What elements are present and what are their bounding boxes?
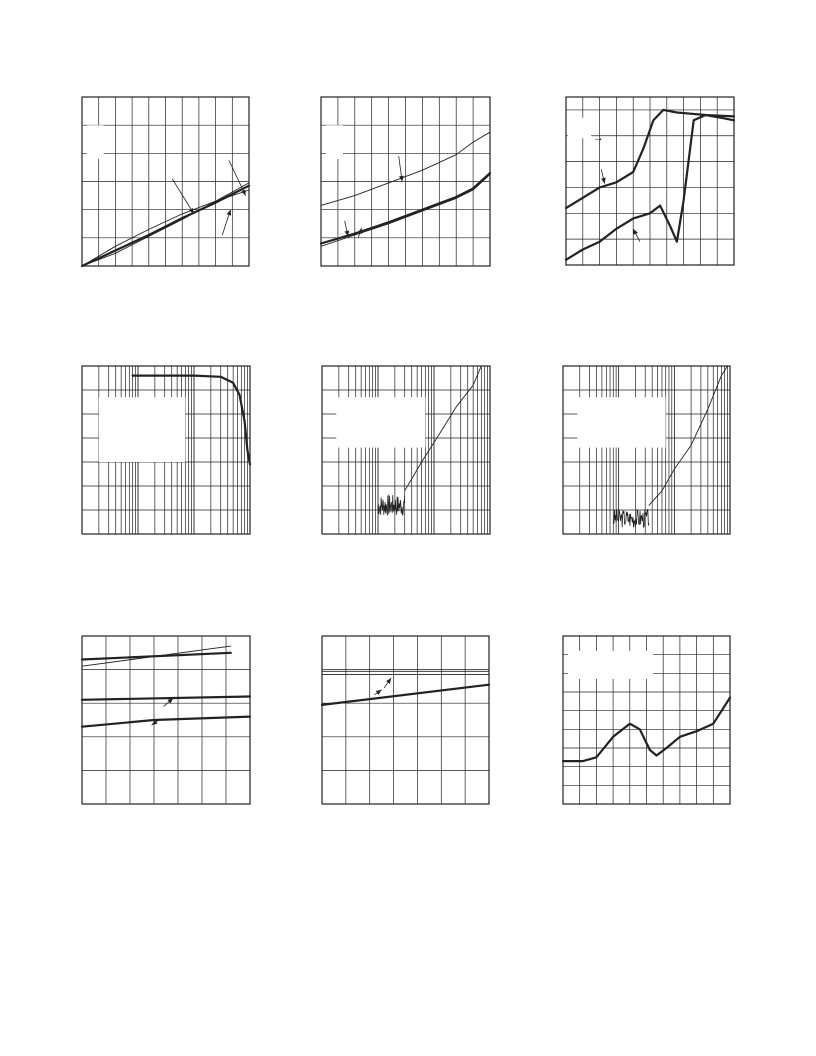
chart-8 (322, 636, 489, 804)
plot-frame (563, 366, 730, 534)
series-line-2 (82, 646, 231, 666)
chart-grid (322, 636, 489, 804)
annotation-arrow-2 (374, 690, 381, 695)
chart-3 (566, 97, 734, 265)
chart-panel-8 (322, 636, 489, 804)
chart-grid (322, 366, 490, 534)
chart-panel-9 (563, 636, 730, 804)
annotation-arrow-1 (164, 698, 174, 706)
chart-panel-1 (82, 97, 249, 266)
chart-mark-1: → (592, 131, 604, 144)
chart-panel-5 (322, 366, 490, 534)
chart-2 (321, 97, 490, 266)
chart-panel-3 (566, 97, 734, 265)
plot-frame (322, 636, 489, 804)
annotation-arrow-1 (172, 179, 194, 214)
label-area (87, 125, 104, 159)
chart-panel-2 (321, 97, 490, 266)
series-line-3 (82, 697, 250, 700)
label-area (326, 125, 343, 159)
annotation-arrow-3 (229, 160, 246, 195)
chart-grid (82, 97, 249, 266)
series-line-4 (82, 717, 250, 727)
annotation-arrow-2 (633, 229, 640, 242)
annotation-arrow-2 (345, 221, 350, 236)
chart-4 (82, 366, 250, 534)
chart-5 (322, 366, 490, 534)
annotation-arrow-1 (399, 156, 404, 181)
label-area (577, 397, 666, 447)
annotation-arrow-2 (222, 210, 231, 235)
chart-panel-7 (82, 636, 250, 804)
chart-1 (82, 97, 249, 266)
annotation-arrow-1 (601, 169, 606, 183)
chart-grid (566, 97, 734, 265)
plot-frame (322, 366, 490, 534)
label-area (568, 118, 592, 139)
series-noise (378, 495, 405, 515)
chart-6 (563, 366, 730, 534)
annotation-arrow-1 (384, 678, 391, 688)
chart-panel-6 (563, 366, 730, 534)
chart-panel-4 (82, 366, 250, 534)
chart-grid (563, 366, 730, 534)
label-area (568, 651, 653, 679)
chart-grid (321, 97, 490, 266)
label-area (99, 397, 185, 462)
series-line-3 (322, 685, 489, 705)
label-area (336, 397, 425, 447)
chart-9 (563, 636, 730, 804)
chart-7 (82, 636, 250, 804)
